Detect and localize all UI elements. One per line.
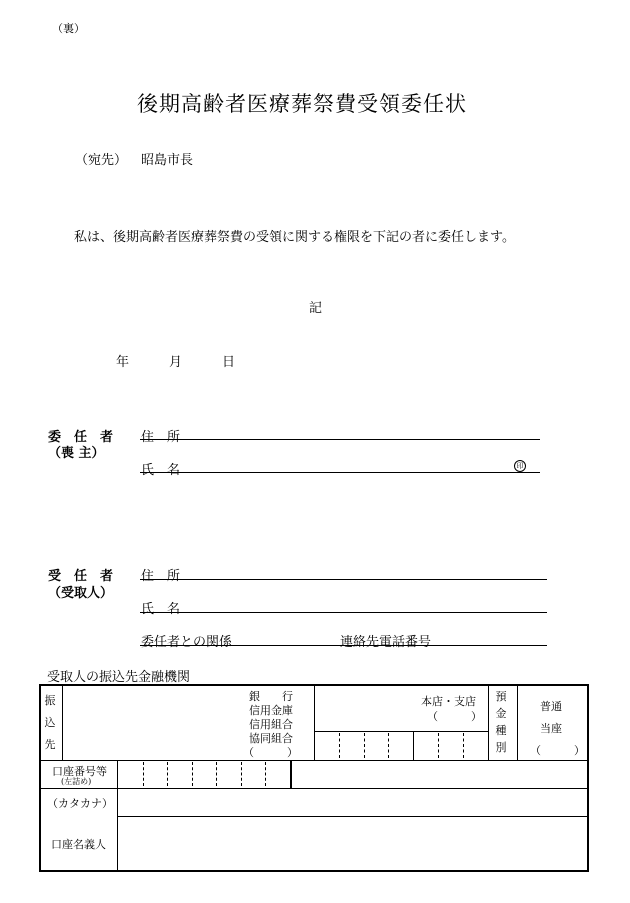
row-divider-3 [117,816,589,817]
delegatee-address-field[interactable] [140,579,547,580]
digit-separator [167,762,168,786]
back-side-mark: （裏） [52,22,85,35]
delegator-name-label: 氏 名 [141,463,181,478]
deposit-type-char: 金 [495,707,507,720]
branch-label: 本店・支店 [421,695,476,708]
bank-section-title: 受取人の振込先金融機関 [47,670,191,685]
relation-label: 委任者との関係 [141,635,233,650]
delegator-subheading: （喪 主） [48,446,105,461]
delegator-address-field[interactable] [140,439,540,440]
deposit-type-char: 種 [495,724,507,737]
delegatee-name-label: 氏 名 [141,602,181,617]
col-divider-account-label [117,760,118,872]
digit-separator [438,733,439,758]
row-divider-1 [39,760,589,761]
row-divider-2 [39,788,589,789]
addressee: 昭島市長 [141,153,194,168]
delegatee-subheading: （受取人） [48,586,114,601]
document-title: 後期高齢者医療葬祭費受領委任状 [137,92,467,116]
branch-code-divider [413,731,414,760]
date-day-label: 日 [222,355,236,370]
date-year-label: 年 [116,355,130,370]
deposit-option-futsu[interactable]: 普通 [540,700,562,713]
addressee-label: （宛先） [75,153,128,168]
phone-label: 連絡先電話番号 [340,635,432,650]
furikomi-char: 込 [44,716,56,729]
branch-paren: （ ） [427,710,482,723]
account-number-sublabel: (左詰め) [61,777,92,786]
digit-separator [388,733,389,758]
account-number-end-divider [290,760,292,788]
deposit-option-toza[interactable]: 当座 [540,722,562,735]
col-divider-branch [488,684,489,760]
deposit-paren: （ ） [530,744,585,757]
digit-separator [265,762,266,786]
delegatee-address-label: 住 所 [141,569,181,584]
digit-separator [143,762,144,786]
ki-mark: 記 [309,301,323,316]
deposit-type-char: 別 [495,741,507,754]
digit-separator [463,733,464,758]
digit-separator [339,733,340,758]
katakana-label: （カタカナ） [47,797,113,810]
branch-inner-divider [314,731,488,732]
delegator-name-field[interactable] [140,472,540,473]
col-divider-furikomi [62,684,63,760]
institution-paren: （ ） [243,746,298,759]
col-divider-institution [314,684,315,760]
delegatee-heading: 受任者 [48,569,127,584]
delegatee-name-field[interactable] [140,612,547,613]
date-month-label: 月 [169,355,183,370]
digit-separator [216,762,217,786]
digit-separator [364,733,365,758]
institution-type-shinkin: 信用金庫 [249,704,293,717]
digit-separator [192,762,193,786]
account-number-label: 口座番号等 [52,765,107,778]
delegation-statement: 私は、後期高齢者医療葬祭費の受領に関する権限を下記の者に委任します。 [74,230,515,245]
relation-phone-field[interactable] [140,645,547,646]
digit-separator [241,762,242,786]
furikomi-char: 振 [44,694,56,707]
institution-type-bank: 銀 行 [249,690,293,703]
col-divider-deposit [517,684,518,760]
delegator-heading: 委任者 [48,430,127,445]
seal-mark: 印 [514,460,526,472]
institution-type-shinkumi: 信用組合 [249,718,293,731]
furikomi-char: 先 [44,738,56,751]
delegator-address-label: 住 所 [141,430,181,445]
account-holder-label: 口座名義人 [51,838,106,851]
institution-type-kyodo: 協同組合 [249,732,293,745]
deposit-type-char: 預 [495,690,507,703]
